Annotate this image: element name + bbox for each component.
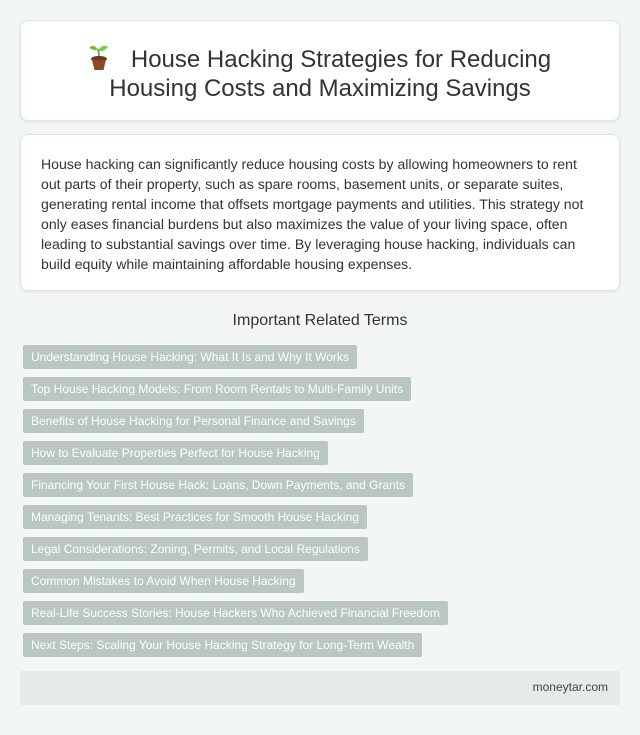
page-title-text: House Hacking Strategies for Reducing Housing Costs and Maximizing Savings — [109, 46, 552, 102]
title-card — [20, 20, 620, 121]
related-term-link[interactable]: How to Evaluate Properties Perfect for House Hacking — [23, 441, 328, 465]
related-term-link[interactable]: Next Steps: Scaling Your House Hacking Strategy for Long-Term Wealth — [23, 633, 422, 657]
related-term-link[interactable]: Common Mistakes to Avoid When House Hacking — [23, 569, 304, 593]
seedling-icon — [89, 43, 109, 71]
page-title — [51, 43, 589, 103]
related-term-item — [23, 377, 448, 401]
related-terms-list — [23, 345, 448, 665]
intro-card — [20, 134, 620, 291]
related-term-link[interactable]: Understanding House Hacking: What It Is and Why It Works — [23, 345, 357, 369]
related-terms-heading: Important Related Terms — [232, 312, 408, 329]
related-term-link[interactable]: Legal Considerations: Zoning, Permits, and Local Regulations — [23, 537, 368, 561]
footer — [20, 671, 620, 705]
related-term-item — [23, 569, 448, 593]
intro-paragraph: House hacking can significantly reduce housing costs by allowing homeowners to rent out parts of their property, such as spare rooms, basement units, or separate suites, generating rental income that offsets mortgage payments and utilities. This strategy not only eases financial burdens but also maximizes the value of your living space, often leading to substantial savings over time. By leveraging house hacking, individuals can build equity while maintaining affordable housing expenses. — [41, 156, 584, 272]
related-term-item — [23, 601, 448, 625]
related-term-item — [23, 409, 448, 433]
related-term-item — [23, 441, 448, 465]
related-term-link[interactable]: Benefits of House Hacking for Personal Finance and Savings — [23, 409, 364, 433]
related-term-item — [23, 537, 448, 561]
related-term-item — [23, 345, 448, 369]
related-term-link[interactable]: Top House Hacking Models: From Room Rentals to Multi-Family Units — [23, 377, 411, 401]
related-term-link[interactable]: Financing Your First House Hack: Loans, Down Payments, and Grants — [23, 473, 413, 497]
related-term-item — [23, 473, 448, 497]
related-term-item — [23, 633, 448, 657]
footer-site-name: moneytar.com — [532, 680, 608, 694]
related-term-item — [23, 505, 448, 529]
related-term-link[interactable]: Real-Life Success Stories: House Hackers Who Achieved Financial Freedom — [23, 601, 448, 625]
related-term-link[interactable]: Managing Tenants: Best Practices for Smooth House Hacking — [23, 505, 367, 529]
